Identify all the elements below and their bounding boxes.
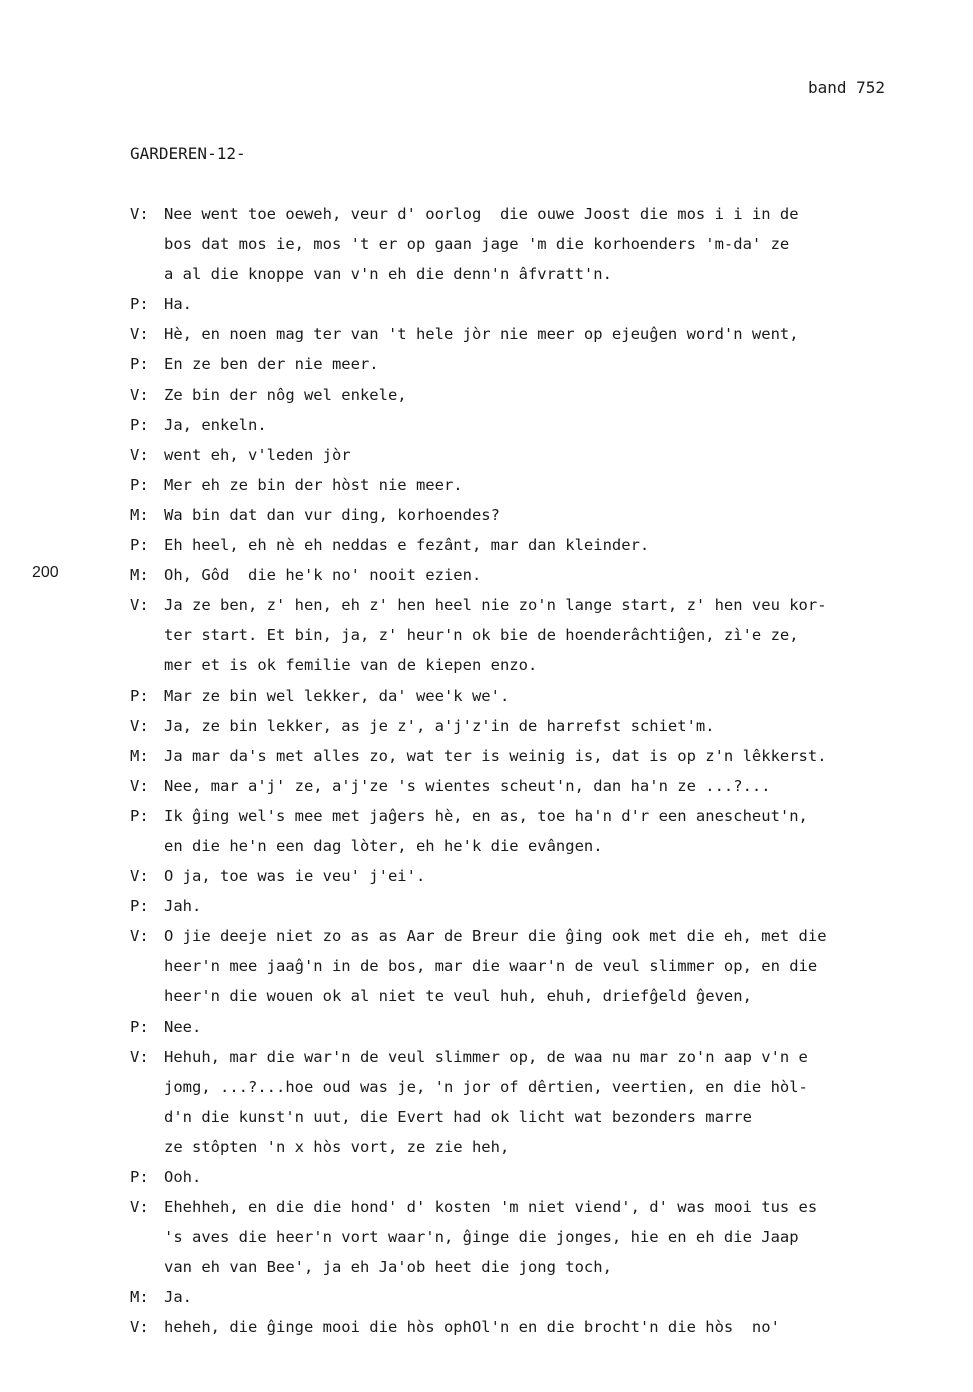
utterance-line: a al die knoppe van v'n eh die denn'n âfvratt'n. xyxy=(164,265,612,284)
utterance-line: Jah. xyxy=(164,897,202,916)
transcript-entry xyxy=(130,921,930,1011)
transcript-entry xyxy=(130,530,930,560)
utterance xyxy=(164,1012,930,1042)
transcript-entry xyxy=(130,681,930,711)
speaker-label: P: xyxy=(130,1168,149,1186)
utterance-line: heer'n mee jaaĝ'n in de bos, mar die waar'n de veul slimmer op, en die xyxy=(164,957,818,976)
transcript-entry xyxy=(130,891,930,921)
speaker-label: V: xyxy=(130,716,149,735)
transcript-entry xyxy=(130,319,930,349)
utterance-line: heheh, die ĝinge mooi die hòs ophOl'n en die brocht'n die hòs no' xyxy=(164,1318,780,1337)
speaker-label: P: xyxy=(130,897,149,916)
utterance-line: Ooh. xyxy=(164,1168,202,1186)
speaker-label: V: xyxy=(130,205,149,223)
utterance xyxy=(164,199,930,289)
speaker-label: V: xyxy=(130,596,149,615)
utterance-line: Hehuh, mar die war'n de veul slimmer op, de waa nu mar zo'n aap v'n e xyxy=(164,1047,808,1066)
utterance-line: Hè, en noen mag ter van 't hele jòr nie meer op ejeuĝen word'n went, xyxy=(164,325,799,344)
utterance-line: Ja, enkeln. xyxy=(164,415,267,434)
utterance-line: Ja, ze bin lekker, as je z', a'j'z'in de harrefst schiet'm. xyxy=(164,716,715,735)
utterance xyxy=(164,1312,930,1342)
speaker-label: P: xyxy=(130,806,149,825)
utterance-line: En ze ben der nie meer. xyxy=(164,355,379,374)
utterance-line: bos dat mos ie, mos 't er op gaan jage 'm die korhoenders 'm-da' ze xyxy=(164,235,790,254)
utterance-line: Mar ze bin wel lekker, da' wee'k we'. xyxy=(164,686,510,705)
transcript-entry xyxy=(130,1162,930,1192)
utterance-line: Oh, Gôd die he'k no' nooit ezien. xyxy=(164,566,482,585)
utterance xyxy=(164,861,930,891)
transcript-entry xyxy=(130,801,930,861)
utterance-line: Ha. xyxy=(164,295,192,314)
transcript-entry xyxy=(130,1012,930,1042)
utterance xyxy=(164,1162,930,1192)
transcript-entry xyxy=(130,1042,930,1162)
speaker-label: V: xyxy=(130,445,149,464)
transcript-entry xyxy=(130,199,930,289)
transcript-entry xyxy=(130,1192,930,1282)
utterance-line: d'n die kunst'n uut, die Evert had ok licht wat bezonders marre xyxy=(164,1107,752,1126)
utterance-line: Ik ĝing wel's mee met jaĝers hè, en as, toe ha'n d'r een anescheut'n, xyxy=(164,806,808,825)
speaker-label: V: xyxy=(130,1198,149,1217)
utterance xyxy=(164,440,930,470)
speaker-label: M: xyxy=(130,566,149,585)
transcript-entry xyxy=(130,410,930,440)
speaker-label: P: xyxy=(130,536,149,555)
utterance xyxy=(164,711,930,741)
speaker-label: V: xyxy=(130,385,149,404)
utterance xyxy=(164,380,930,410)
transcript-entry xyxy=(130,1312,930,1342)
utterance-line: Nee, mar a'j' ze, a'j'ze 's wientes scheut'n, dan ha'n ze ...?... xyxy=(164,776,771,795)
speaker-label: V: xyxy=(130,325,149,344)
transcript-entry xyxy=(130,500,930,530)
speaker-label: P: xyxy=(130,686,149,705)
transcript-entry xyxy=(130,590,930,680)
utterance-line: O jie deeje niet zo as as Aar de Breur die ĝing ook met die eh, met die xyxy=(164,927,827,946)
utterance-line: Ze bin der nôg wel enkele, xyxy=(164,385,407,404)
utterance-line: ter start. Et bin, ja, z' heur'n ok bie de hoenderâchtiĝen, zì'e ze, xyxy=(164,626,799,645)
speaker-label: V: xyxy=(130,927,149,946)
transcript-entry xyxy=(130,771,930,801)
utterance xyxy=(164,349,930,379)
transcript-entry xyxy=(130,440,930,470)
transcript-entry xyxy=(130,349,930,379)
speaker-label: P: xyxy=(130,1017,149,1036)
utterance xyxy=(164,771,930,801)
utterance-line: van eh van Bee', ja eh Ja'ob heet die jong toch, xyxy=(164,1258,612,1277)
utterance xyxy=(164,1192,930,1282)
utterance xyxy=(164,590,930,680)
margin-line-number: 200 xyxy=(32,564,59,581)
utterance xyxy=(164,470,930,500)
utterance xyxy=(164,741,930,771)
utterance xyxy=(164,530,930,560)
utterance xyxy=(164,1282,930,1312)
speaker-label: P: xyxy=(130,475,149,494)
speaker-label: P: xyxy=(130,355,149,374)
transcript-entry xyxy=(130,1282,930,1312)
transcript-entry xyxy=(130,470,930,500)
utterance-line: Wa bin dat dan vur ding, korhoendes? xyxy=(164,505,500,524)
utterance-line: Mer eh ze bin der hòst nie meer. xyxy=(164,475,463,494)
utterance-line: Nee. xyxy=(164,1017,202,1036)
utterance-line: heer'n die wouen ok al niet te veul huh, ehuh, driefĝeld ĝeven, xyxy=(164,987,752,1006)
utterance-line: Eh heel, eh nè eh neddas e fezânt, mar dan kleinder. xyxy=(164,536,650,555)
document-title: GARDEREN-12- xyxy=(130,144,246,163)
transcript-entry xyxy=(130,560,930,590)
utterance-line: Ja. xyxy=(164,1288,192,1307)
utterance-line: ze stôpten 'n x hòs vort, ze zie heh, xyxy=(164,1137,510,1156)
utterance xyxy=(164,921,930,1011)
speaker-label: M: xyxy=(130,746,149,765)
speaker-label: V: xyxy=(130,1047,149,1066)
speaker-label: M: xyxy=(130,505,149,524)
utterance xyxy=(164,1042,930,1162)
utterance xyxy=(164,289,930,319)
utterance-line: mer et is ok femilie van de kiepen enzo. xyxy=(164,656,538,675)
transcript-entry xyxy=(130,741,930,771)
utterance xyxy=(164,801,930,861)
utterance-line: O ja, toe was ie veu' j'ei'. xyxy=(164,867,426,886)
transcript-entry xyxy=(130,711,930,741)
speaker-label: P: xyxy=(130,415,149,434)
band-number: band 752 xyxy=(808,78,886,97)
utterance-line: 's aves die heer'n vort waar'n, ĝinge die jonges, hie en eh die Jaap xyxy=(164,1228,799,1247)
utterance-line: Nee went toe oeweh, veur d' oorlog die ouwe Joost die mos i i in de xyxy=(164,205,799,223)
utterance-line: went eh, v'leden jòr xyxy=(164,445,351,464)
transcript-entry xyxy=(130,289,930,319)
utterance xyxy=(164,319,930,349)
utterance xyxy=(164,500,930,530)
utterance-line: Ja ze ben, z' hen, eh z' hen heel nie zo'n lange start, z' hen veu kor- xyxy=(164,596,827,615)
utterance xyxy=(164,891,930,921)
transcript-entry xyxy=(130,380,930,410)
speaker-label: V: xyxy=(130,776,149,795)
utterance-line: Ehehheh, en die die hond' d' kosten 'm niet viend', d' was mooi tus es xyxy=(164,1198,818,1217)
utterance-line: Ja mar da's met alles zo, wat ter is weinig is, dat is op z'n lêkkerst. xyxy=(164,746,827,765)
speaker-label: V: xyxy=(130,867,149,886)
utterance-line: en die he'n een dag lòter, eh he'k die evângen. xyxy=(164,836,603,855)
utterance xyxy=(164,681,930,711)
utterance xyxy=(164,410,930,440)
transcript-body xyxy=(130,199,930,1343)
transcript-entry xyxy=(130,861,930,891)
utterance-line: jomg, ...?...hoe oud was je, 'n jor of dêrtien, veertien, en die hòl- xyxy=(164,1077,808,1096)
speaker-label: V: xyxy=(130,1318,149,1337)
speaker-label: P: xyxy=(130,295,149,314)
utterance xyxy=(164,560,930,590)
speaker-label: M: xyxy=(130,1288,149,1307)
